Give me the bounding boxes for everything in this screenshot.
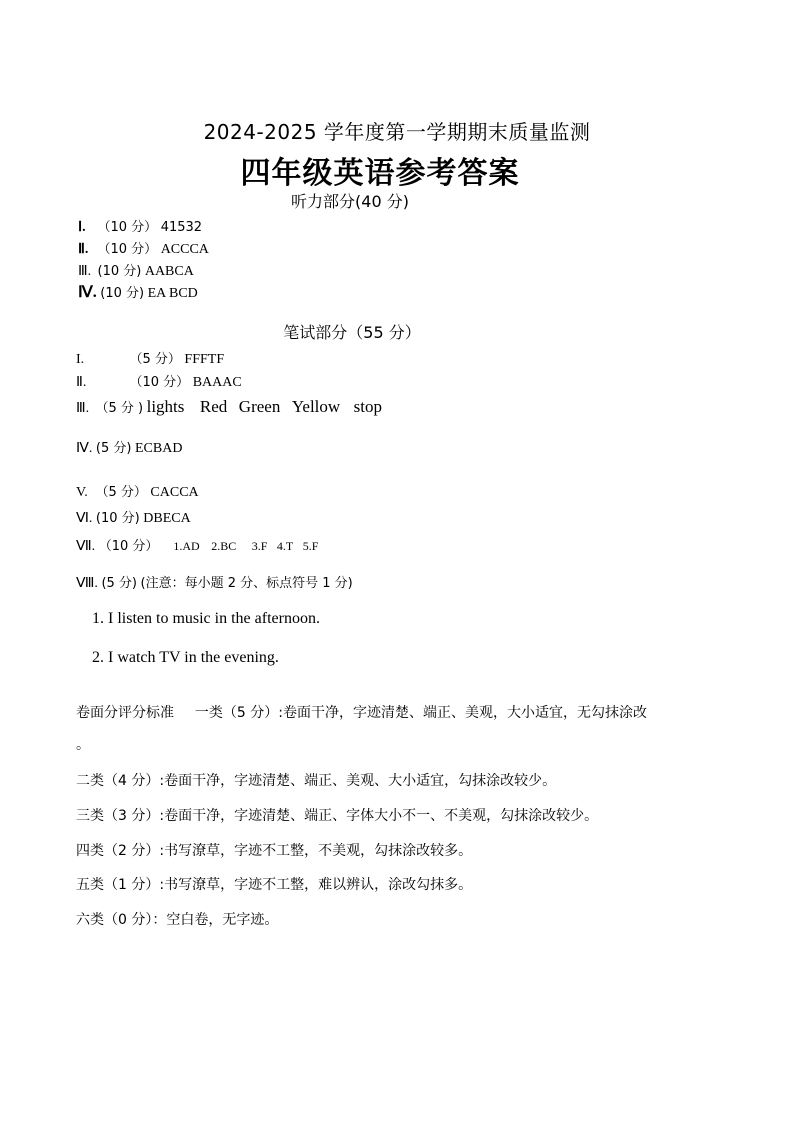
item-score: (10 分) <box>97 264 142 279</box>
item-number: Ⅶ. <box>76 539 96 554</box>
written-item-6 <box>76 507 191 527</box>
class-1-text: 一类（5 分）:卷面干净，字迹清楚、端正、美观，大小适宜，无勾抹涂改 <box>194 705 647 721</box>
item-answer: FFFTF <box>184 352 225 367</box>
exam-title: 2024-2025 学年度第一学期期末质量监测 <box>203 120 591 144</box>
standard-class-2: 二类（4 分）:卷面干净，字迹清楚、端正、美观、大小适宜，勾抹涂改较少。 <box>76 773 557 789</box>
answer-part: 5.F <box>302 539 319 553</box>
answer-sentence-1: 1. I listen to music in the afternoon. <box>92 610 320 627</box>
item-answer: ECBAD <box>134 441 183 456</box>
item-answer: BAAAC <box>192 375 242 390</box>
standard-class-5: 五类（1 分）:书写潦草，字迹不工整，难以辨认，涂改勾抹多。 <box>76 877 473 893</box>
item-answer: AABCA <box>144 264 194 279</box>
item-number: Ⅲ. <box>78 264 92 279</box>
item-score: (10 分) <box>95 511 140 526</box>
answer-part: 4.T <box>276 539 294 553</box>
answer-sentence-2: 2. I watch TV in the evening. <box>92 649 279 666</box>
answer-word: stop <box>353 397 383 416</box>
item-number: Ⅱ. <box>78 242 89 257</box>
item-score: （5 分） <box>129 352 181 367</box>
standard-class-6: 六类（0 分）：空白卷，无字迹。 <box>76 912 279 928</box>
standard-class-4: 四类（2 分）:书写潦草，字迹不工整，不美观，勾抹涂改较多。 <box>76 843 473 859</box>
item-score: （10 分） <box>97 220 158 235</box>
standard-class-1 <box>76 702 647 722</box>
item-number: Ⅰ. <box>78 220 86 235</box>
written-item-5 <box>76 481 199 501</box>
standard-class-3: 三类（3 分）:卷面干净，字迹清楚、端正、字体大小不一、不美观，勾抹涂改较少。 <box>76 808 599 824</box>
written-item-8 <box>76 572 353 592</box>
item-number: Ⅷ. <box>76 576 98 591</box>
item-score: （5 分） <box>95 485 147 500</box>
answer-part: 3.F <box>251 539 268 553</box>
item-answer: ACCCA <box>160 242 209 257</box>
item-answer: DBECA <box>143 511 191 526</box>
item-answer: EA BCD <box>147 286 198 301</box>
answer-word: lights <box>146 397 185 416</box>
answer-key-title: 四年级英语参考答案 <box>240 156 520 191</box>
written-heading: 笔试部分（55 分） <box>283 323 421 342</box>
item-number: Ⅵ. <box>76 511 93 526</box>
item-number: V. <box>76 485 88 500</box>
item-number: Ⅱ. <box>76 375 87 390</box>
listening-item-1 <box>78 216 202 236</box>
written-item-7 <box>76 535 318 555</box>
item-score: (5 分) <box>101 576 137 591</box>
item-score: （5 分 ) <box>95 401 144 416</box>
standards-intro: 卷面分评分标准 <box>76 705 174 721</box>
written-item-4 <box>76 437 182 457</box>
item-number: Ⅳ. <box>76 441 93 456</box>
listening-item-3 <box>78 260 194 280</box>
answer-word: Red <box>199 397 228 416</box>
answer-word: Yellow <box>291 397 341 416</box>
answer-part: 1.AD <box>173 539 200 553</box>
written-item-2 <box>76 371 242 391</box>
item-score: （10 分） <box>98 539 159 554</box>
listening-item-2 <box>78 238 209 258</box>
item-answer: CACCA <box>150 485 199 500</box>
scoring-note: (注意：每小题 2 分、标点符号 1 分) <box>140 576 353 591</box>
item-number: Ⅲ. <box>76 401 90 416</box>
item-score: (10 分) <box>100 286 145 301</box>
item-score: （10 分） <box>129 375 190 390</box>
item-score: （10 分） <box>97 242 158 257</box>
answer-part: 2.BC <box>211 539 237 553</box>
item-number: Ⅳ. <box>78 284 97 301</box>
written-item-3 <box>76 397 382 417</box>
listening-item-4 <box>78 282 198 302</box>
item-number: I. <box>76 352 85 367</box>
item-answer: 41532 <box>160 220 203 235</box>
written-item-1 <box>76 348 224 368</box>
class-1-tail: 。 <box>76 737 90 753</box>
answer-word: Green <box>238 397 281 416</box>
listening-heading: 听力部分(40 分) <box>291 192 409 211</box>
item-score: (5 分) <box>95 441 132 456</box>
